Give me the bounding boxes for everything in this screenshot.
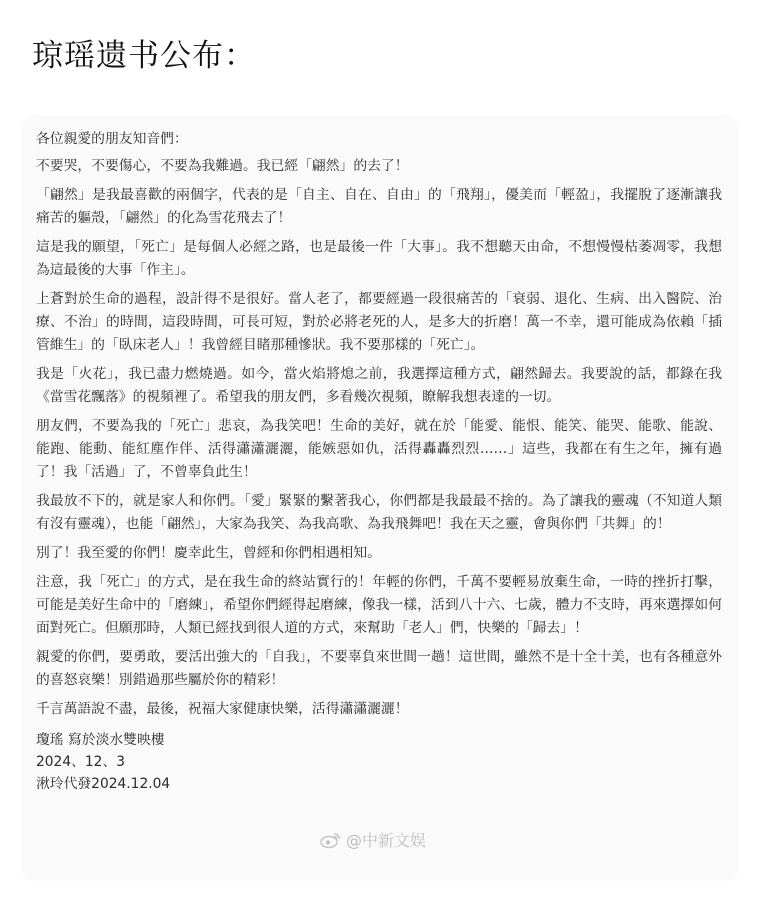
letter-body [36,128,722,795]
letter-signature: 瓊瑤 寫於淡水雙映樓 [36,732,165,748]
letter-signature-block [36,729,722,795]
letter-paragraph: 我最放不下的，就是家人和你們。「愛」緊緊的繫著我心，你們都是我最最不捨的。為了讓我的靈魂（不知道人類有沒有靈魂），也能「翩然」，大家為我笑、為我高歌、為我飛舞吧！我在天之靈，會與你們「共舞」的！ [36,493,722,532]
letter-paragraph: 朋友們，不要為我的「死亡」悲哀，為我笑吧！生命的美好，就在於「能愛、能恨、能笑、能哭、能歌、能說、能跑、能動、能紅塵作伴、活得瀟瀟灑灑，能嫉惡如仇，活得轟轟烈烈……」這些，我都在有生之年，擁有過了！我「活過」了，不曾辜負此生！ [36,418,722,480]
letter-paragraph: 親愛的你們，要勇敢，要活出強大的「自我」，不要辜負來世間一趟！這世間，雖然不是十全十美，也有各種意外的喜怒哀樂！別錯過那些屬於你的精彩！ [36,649,722,688]
weibo-icon [320,831,342,849]
letter-paragraph: 別了！我至愛的你們！慶幸此生，曾經和你們相遇相知。 [36,545,381,561]
letter-paragraph: 這是我的願望，「死亡」是每個人必經之路，也是最後一件「大事」。我不想聽天由命，不想慢慢枯萎凋零，我想為這最後的大事「作主」。 [36,239,722,278]
letter-paragraph: 千言萬語說不盡，最後，祝福大家健康快樂，活得瀟瀟灑灑！ [36,701,409,717]
watermark-text: @中新文娱 [346,831,427,850]
page-title: 琼瑶遗书公布： [32,38,256,74]
letter-paragraph: 上蒼對於生命的過程，設計得不是很好。當人老了，都要經過一段很痛苦的「衰弱、退化、生病、出入醫院、治療、不治」的時間，這段時間，可長可短，對於必將老死的人，是多大的折磨！萬一不幸，還可能成為依賴「插管維生」的「臥床老人」！我曾經目睹那種慘狀。我不要那樣的「死亡」。 [36,291,722,353]
letter-paragraph: 「翩然」是我最喜歡的兩個字，代表的是「自主、自在、自由」的「飛翔」，優美而「輕盈」，我擺脫了逐漸讓我痛苦的軀殼，「翩然」的化為雪花飛去了！ [36,187,722,226]
letter-posted-by: 湫玲代發2024.12.04 [36,776,171,792]
letter-greeting: 各位親愛的朋友知音們： [36,131,188,147]
letter-image [24,118,736,878]
letter-paragraph: 我是「火花」，我已盡力燃燒過。如今，當火焰將熄之前，我選擇這種方式，翩然歸去。我要說的話，都錄在我《當雪花飄落》的視頻裡了。希望我的朋友們，多看幾次視頻，瞭解我想表達的一切。 [36,366,722,405]
watermark [320,828,426,851]
letter-paragraph: 注意，我「死亡」的方式，是在我生命的終站實行的！年輕的你們，千萬不要輕易放棄生命，一時的挫折打擊，可能是美好生命中的「磨練」，希望你們經得起磨練，像我一樣，活到八十六、七歲，體力不支時，再來選擇如何面對死亡。但願那時，人類已經找到很人道的方式，來幫助「老人」們，快樂的「歸去」！ [36,574,722,636]
letter-paragraph: 不要哭，不要傷心，不要為我難過。我已經「翩然」的去了！ [36,158,409,174]
letter-date: 2024、12、3 [36,754,126,770]
